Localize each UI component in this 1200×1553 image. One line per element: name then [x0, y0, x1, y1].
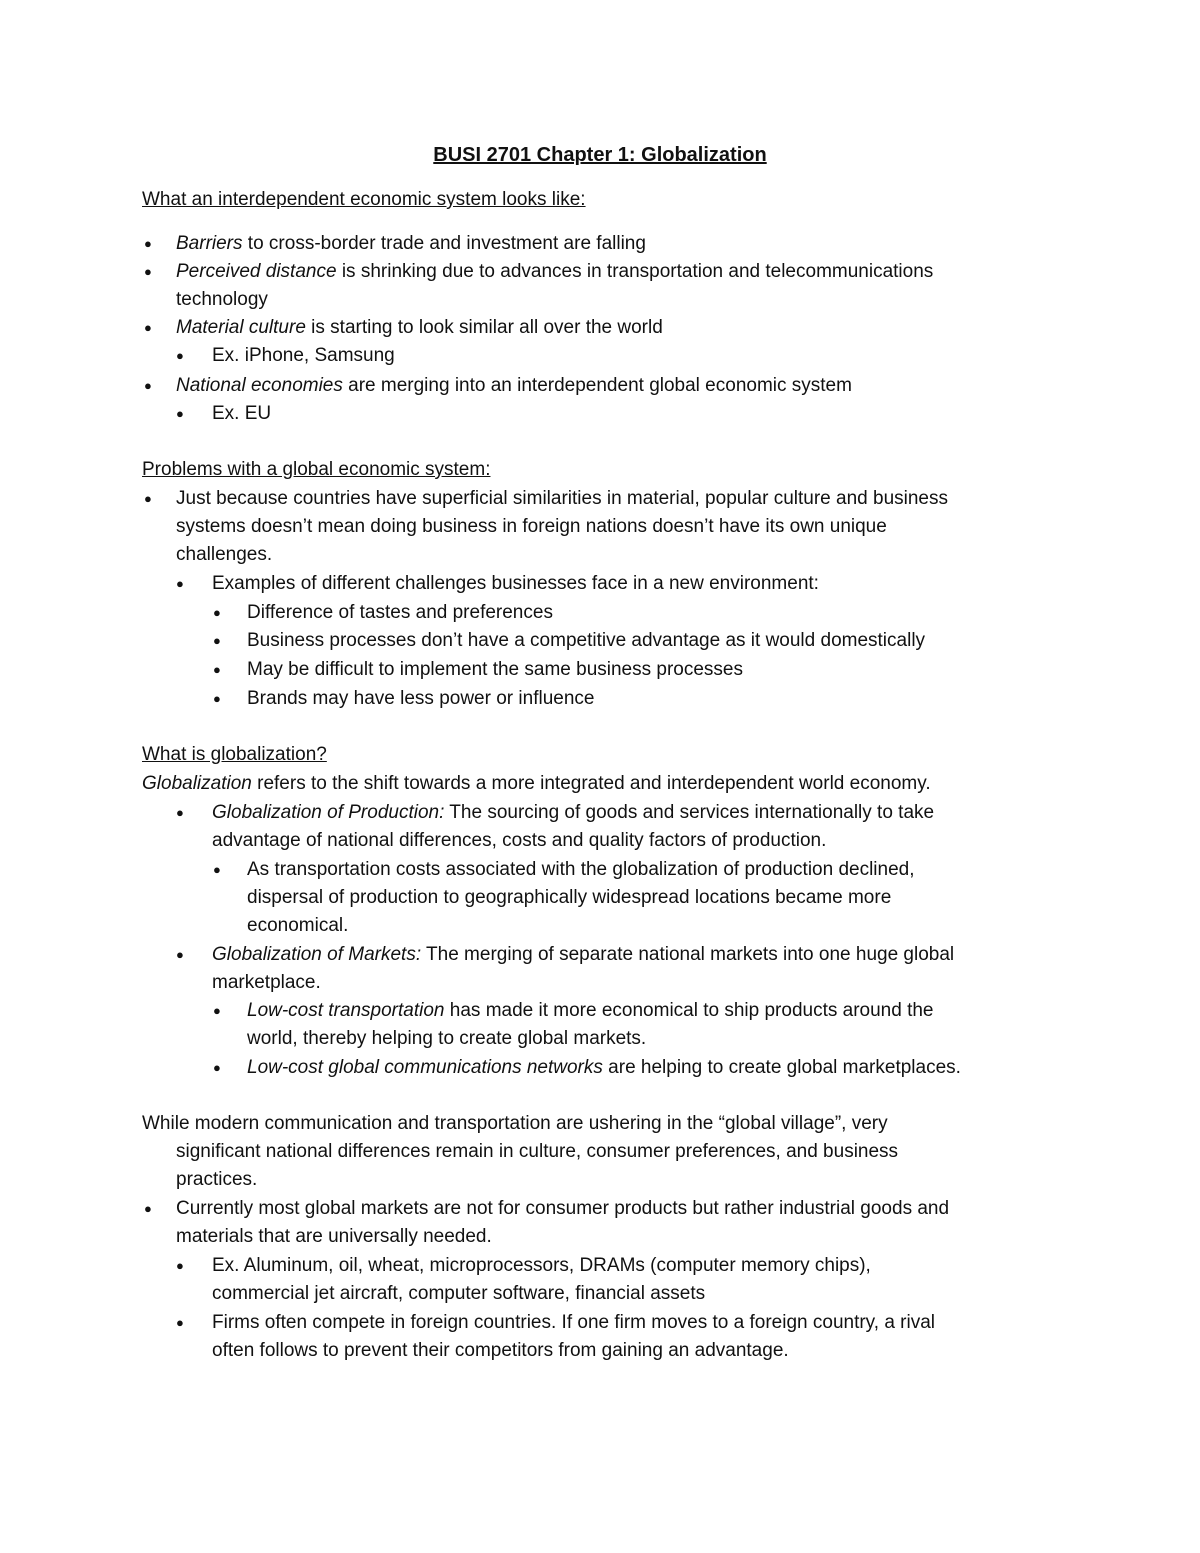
bullet-icon: ● — [176, 1315, 184, 1330]
list-item-continuation: economical. — [247, 915, 349, 936]
list-item: Barriers to cross-border trade and investment are falling — [176, 233, 646, 254]
list-item-continuation: systems doesn’t mean doing business in foreign nations doesn’t have its own unique — [176, 516, 887, 537]
sub-list-item: Ex. Aluminum, oil, wheat, microprocessors, DRAMs (computer memory chips), — [212, 1255, 871, 1276]
bullet-icon: ● — [213, 605, 221, 620]
definition-paragraph: Globalization refers to the shift towards a more integrated and interdependent world economy. — [142, 773, 931, 794]
bullet-icon: ● — [213, 1060, 221, 1075]
sub-sub-list-item: May be difficult to implement the same business processes — [247, 659, 743, 680]
bullet-icon: ● — [176, 576, 184, 591]
section-heading-interdependent: What an interdependent economic system looks like: — [142, 189, 586, 210]
sub-sub-list-item: Difference of tastes and preferences — [247, 602, 553, 623]
bullet-icon: ● — [144, 264, 152, 279]
bullet-icon: ● — [213, 1003, 221, 1018]
sub-list-item: Globalization of Markets: The merging of separate national markets into one huge global — [212, 944, 955, 965]
sub-sub-list-item: As transportation costs associated with the globalization of production declined, — [247, 859, 915, 880]
bullet-icon: ● — [176, 1258, 184, 1273]
list-item-continuation: challenges. — [176, 544, 273, 565]
sub-list-item: Globalization of Production: The sourcing of goods and services internationally to take — [212, 802, 935, 823]
sub-list-item: Examples of different challenges businesses face in a new environment: — [212, 573, 819, 594]
sub-sub-list-item: Low-cost global communications networks are helping to create global marketplaces. — [247, 1057, 961, 1078]
bullet-icon: ● — [176, 348, 184, 363]
sub-list-item: Firms often compete in foreign countries. If one firm moves to a foreign country, a rival — [212, 1312, 936, 1333]
bullet-icon: ● — [144, 320, 152, 335]
bullet-icon: ● — [144, 1201, 152, 1216]
list-item: National economies are merging into an interdependent global economic system — [176, 375, 852, 396]
sub-list-item: Ex. iPhone, Samsung — [212, 345, 395, 366]
bullet-icon: ● — [144, 378, 152, 393]
section-heading-problems: Problems with a global economic system: — [142, 459, 491, 480]
bullet-icon: ● — [144, 491, 152, 506]
sub-sub-list-item: Brands may have less power or influence — [247, 688, 595, 709]
bullet-icon: ● — [176, 406, 184, 421]
paragraph-continuation: practices. — [176, 1169, 258, 1190]
sub-sub-list-item: Business processes don’t have a competitive advantage as it would domestically — [247, 630, 926, 651]
bullet-icon: ● — [176, 947, 184, 962]
bullet-icon: ● — [213, 691, 221, 706]
list-item: Currently most global markets are not for consumer products but rather industrial goods and — [176, 1198, 950, 1219]
page-title: BUSI 2701 Chapter 1: Globalization — [433, 144, 767, 166]
list-item-continuation: world, thereby helping to create global markets. — [247, 1028, 647, 1049]
bullet-icon: ● — [213, 633, 221, 648]
list-item-continuation: advantage of national differences, costs and quality factors of production. — [212, 830, 827, 851]
section-heading-what-is-globalization: What is globalization? — [142, 744, 327, 765]
list-item: Perceived distance is shrinking due to advances in transportation and telecommunications — [176, 261, 934, 282]
list-item: Just because countries have superficial similarities in material, popular culture and business — [176, 488, 948, 509]
list-item-continuation: dispersal of production to geographically widespread locations became more — [247, 887, 892, 908]
list-item: Material culture is starting to look similar all over the world — [176, 317, 663, 338]
paragraph-continuation: significant national differences remain in culture, consumer preferences, and business — [176, 1141, 899, 1162]
list-item-continuation: marketplace. — [212, 972, 321, 993]
list-item-continuation: technology — [176, 289, 268, 310]
paragraph: While modern communication and transportation are ushering in the “global village”, very — [142, 1113, 888, 1134]
list-item-continuation: commercial jet aircraft, computer software, financial assets — [212, 1283, 706, 1304]
list-item-continuation: often follows to prevent their competitors from gaining an advantage. — [212, 1340, 789, 1361]
bullet-icon: ● — [144, 236, 152, 251]
bullet-icon: ● — [213, 662, 221, 677]
bullet-icon: ● — [213, 862, 221, 877]
bullet-icon: ● — [176, 805, 184, 820]
list-item-continuation: materials that are universally needed. — [176, 1226, 492, 1247]
sub-list-item: Ex. EU — [212, 403, 272, 424]
sub-sub-list-item: Low-cost transportation has made it more economical to ship products around the — [247, 1000, 934, 1021]
